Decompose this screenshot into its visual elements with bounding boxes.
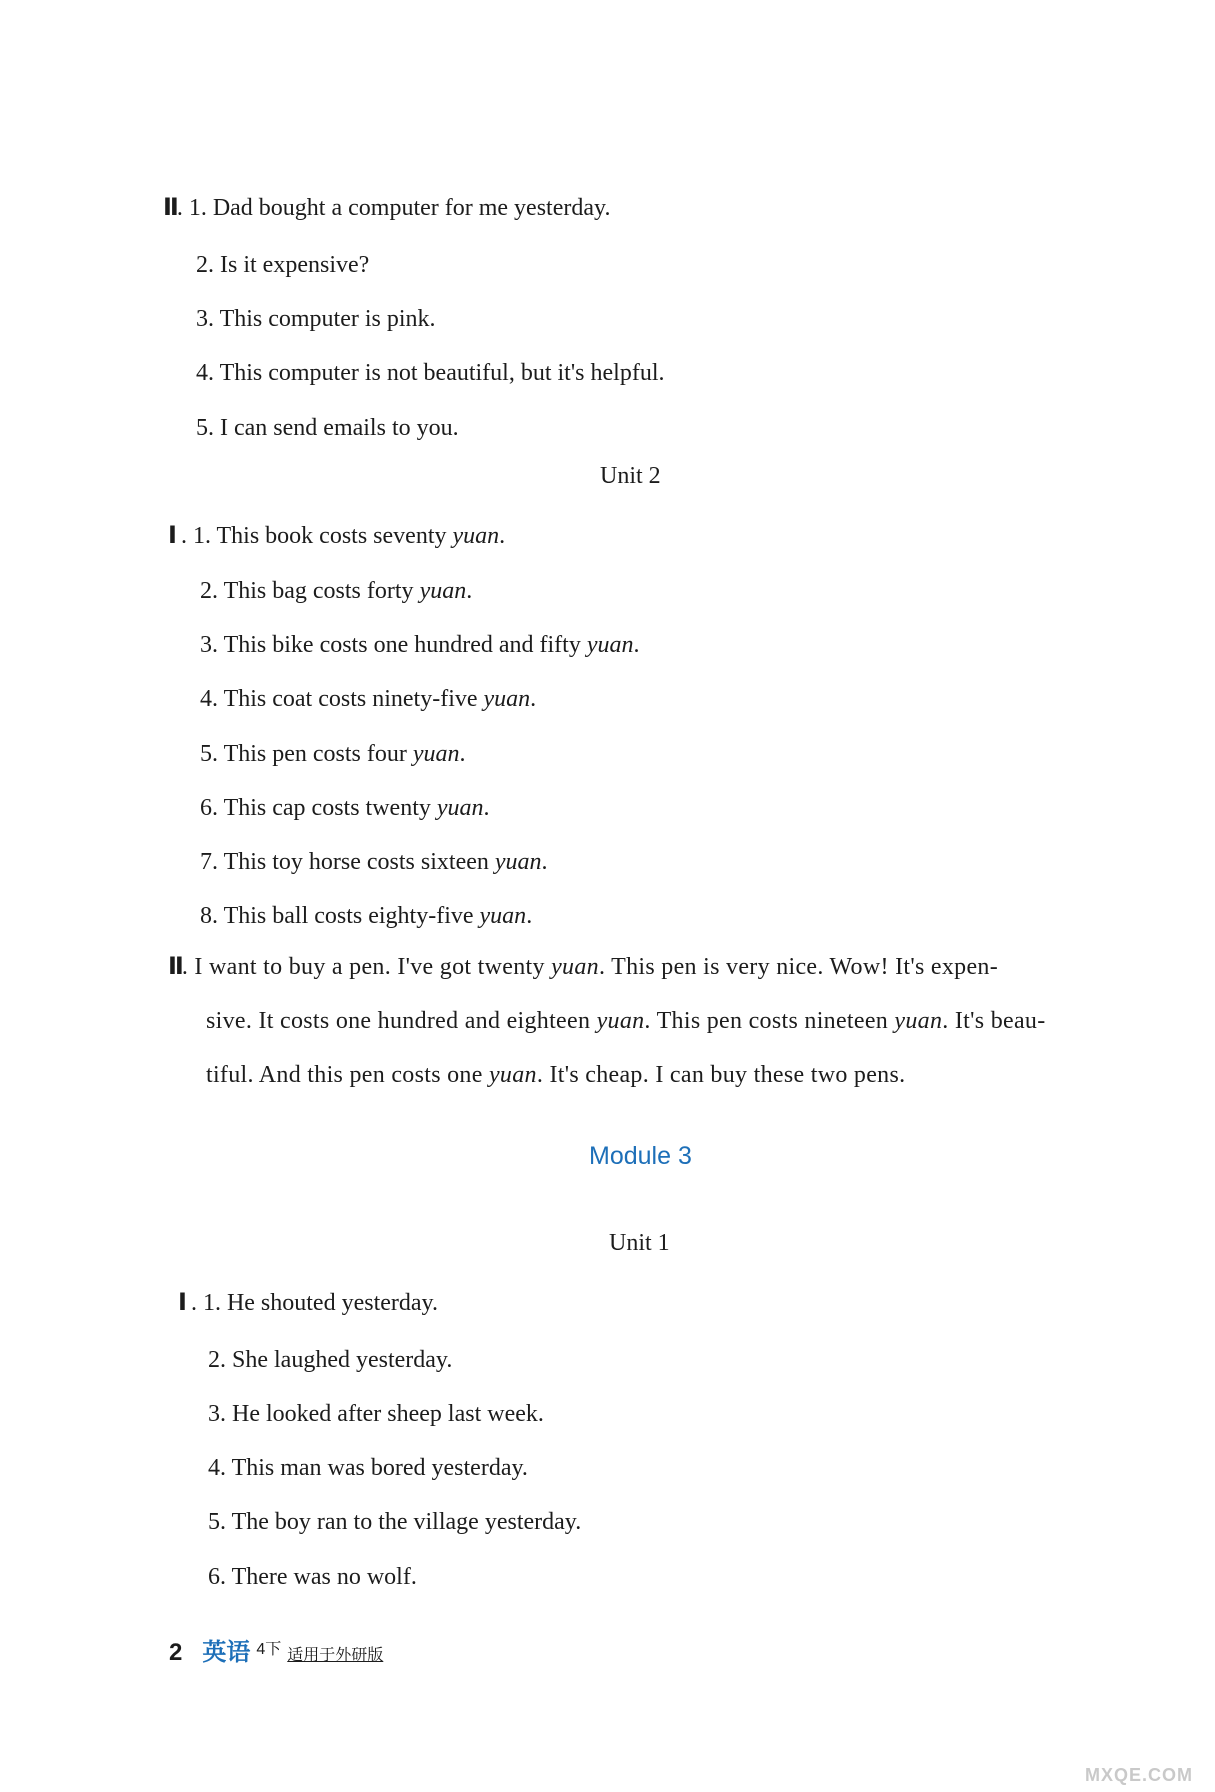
unit2-part1-item-3: 3. This bike costs one hundred and fifty yuan. <box>200 632 640 658</box>
part2-item-3: 3. This computer is pink. <box>196 306 436 332</box>
m3u1-part1-item-4: 4. This man was bored yesterday. <box>208 1455 528 1481</box>
m3u1-part1-item-1: Ⅰ . 1. He shouted yesterday. <box>178 1289 438 1316</box>
unit2-part1-item-5: 5. This pen costs four yuan. <box>200 741 466 767</box>
watermark-logo: MXQE.COM <box>1084 1765 1193 1785</box>
page-number: 2 <box>169 1639 183 1666</box>
edition-label: 适用于外研版 <box>287 1645 384 1664</box>
m3u1-part1-item-2: 2. She laughed yesterday. <box>208 1347 453 1373</box>
grade-label: 4下 <box>256 1641 282 1658</box>
part2-item-1: Ⅱ. 1. Dad bought a computer for me yesterday. <box>163 194 611 221</box>
unit2-part2-line-2: sive. It costs one hundred and eighteen yuan. This pen costs nineteen yuan. It's beau- <box>206 1008 1046 1034</box>
roman-numeral-1: Ⅰ <box>178 1289 185 1316</box>
m3u1-part1-item-6: 6. There was no wolf. <box>208 1564 417 1590</box>
unit2-part2-line-3: tiful. And this pen costs one yuan. It's cheap. I can buy these two pens. <box>206 1062 906 1088</box>
module-3-heading: Module 3 <box>589 1142 692 1170</box>
roman-numeral-1: Ⅰ <box>168 522 175 549</box>
unit2-part1-item-1: Ⅰ . 1. This book costs seventy yuan. <box>168 522 506 549</box>
unit2-part1-item-6: 6. This cap costs twenty yuan. <box>200 795 490 821</box>
unit2-part1-item-7: 7. This toy horse costs sixteen yuan. <box>200 849 548 875</box>
m3u1-part1-item-5: 5. The boy ran to the village yesterday. <box>208 1509 582 1535</box>
unit2-part1-item-4: 4. This coat costs ninety-five yuan. <box>200 686 537 712</box>
m3u1-part1-item-3: 3. He looked after sheep last week. <box>208 1401 544 1427</box>
part2-item-4: 4. This computer is not beautiful, but it's helpful. <box>196 360 665 386</box>
unit2-part2-line-1: Ⅱ. I want to buy a pen. I've got twenty yuan. This pen is very nice. Wow! It's expen- <box>168 953 999 980</box>
roman-numeral-2: Ⅱ <box>168 953 182 980</box>
roman-numeral-2: Ⅱ <box>163 194 177 221</box>
part2-item-5: 5. I can send emails to you. <box>196 415 459 441</box>
unit2-part1-item-8: 8. This ball costs eighty-five yuan. <box>200 903 533 929</box>
unit-1-heading: Unit 1 <box>609 1230 670 1256</box>
subject-label: 英语 <box>202 1638 251 1666</box>
unit-2-heading: Unit 2 <box>600 463 661 489</box>
page-footer <box>169 1632 383 1667</box>
item-text: 1. Dad bought a computer for me yesterday. <box>188 195 611 221</box>
part2-item-2: 2. Is it expensive? <box>196 252 370 278</box>
unit2-part1-item-2: 2. This bag costs forty yuan. <box>200 578 473 604</box>
